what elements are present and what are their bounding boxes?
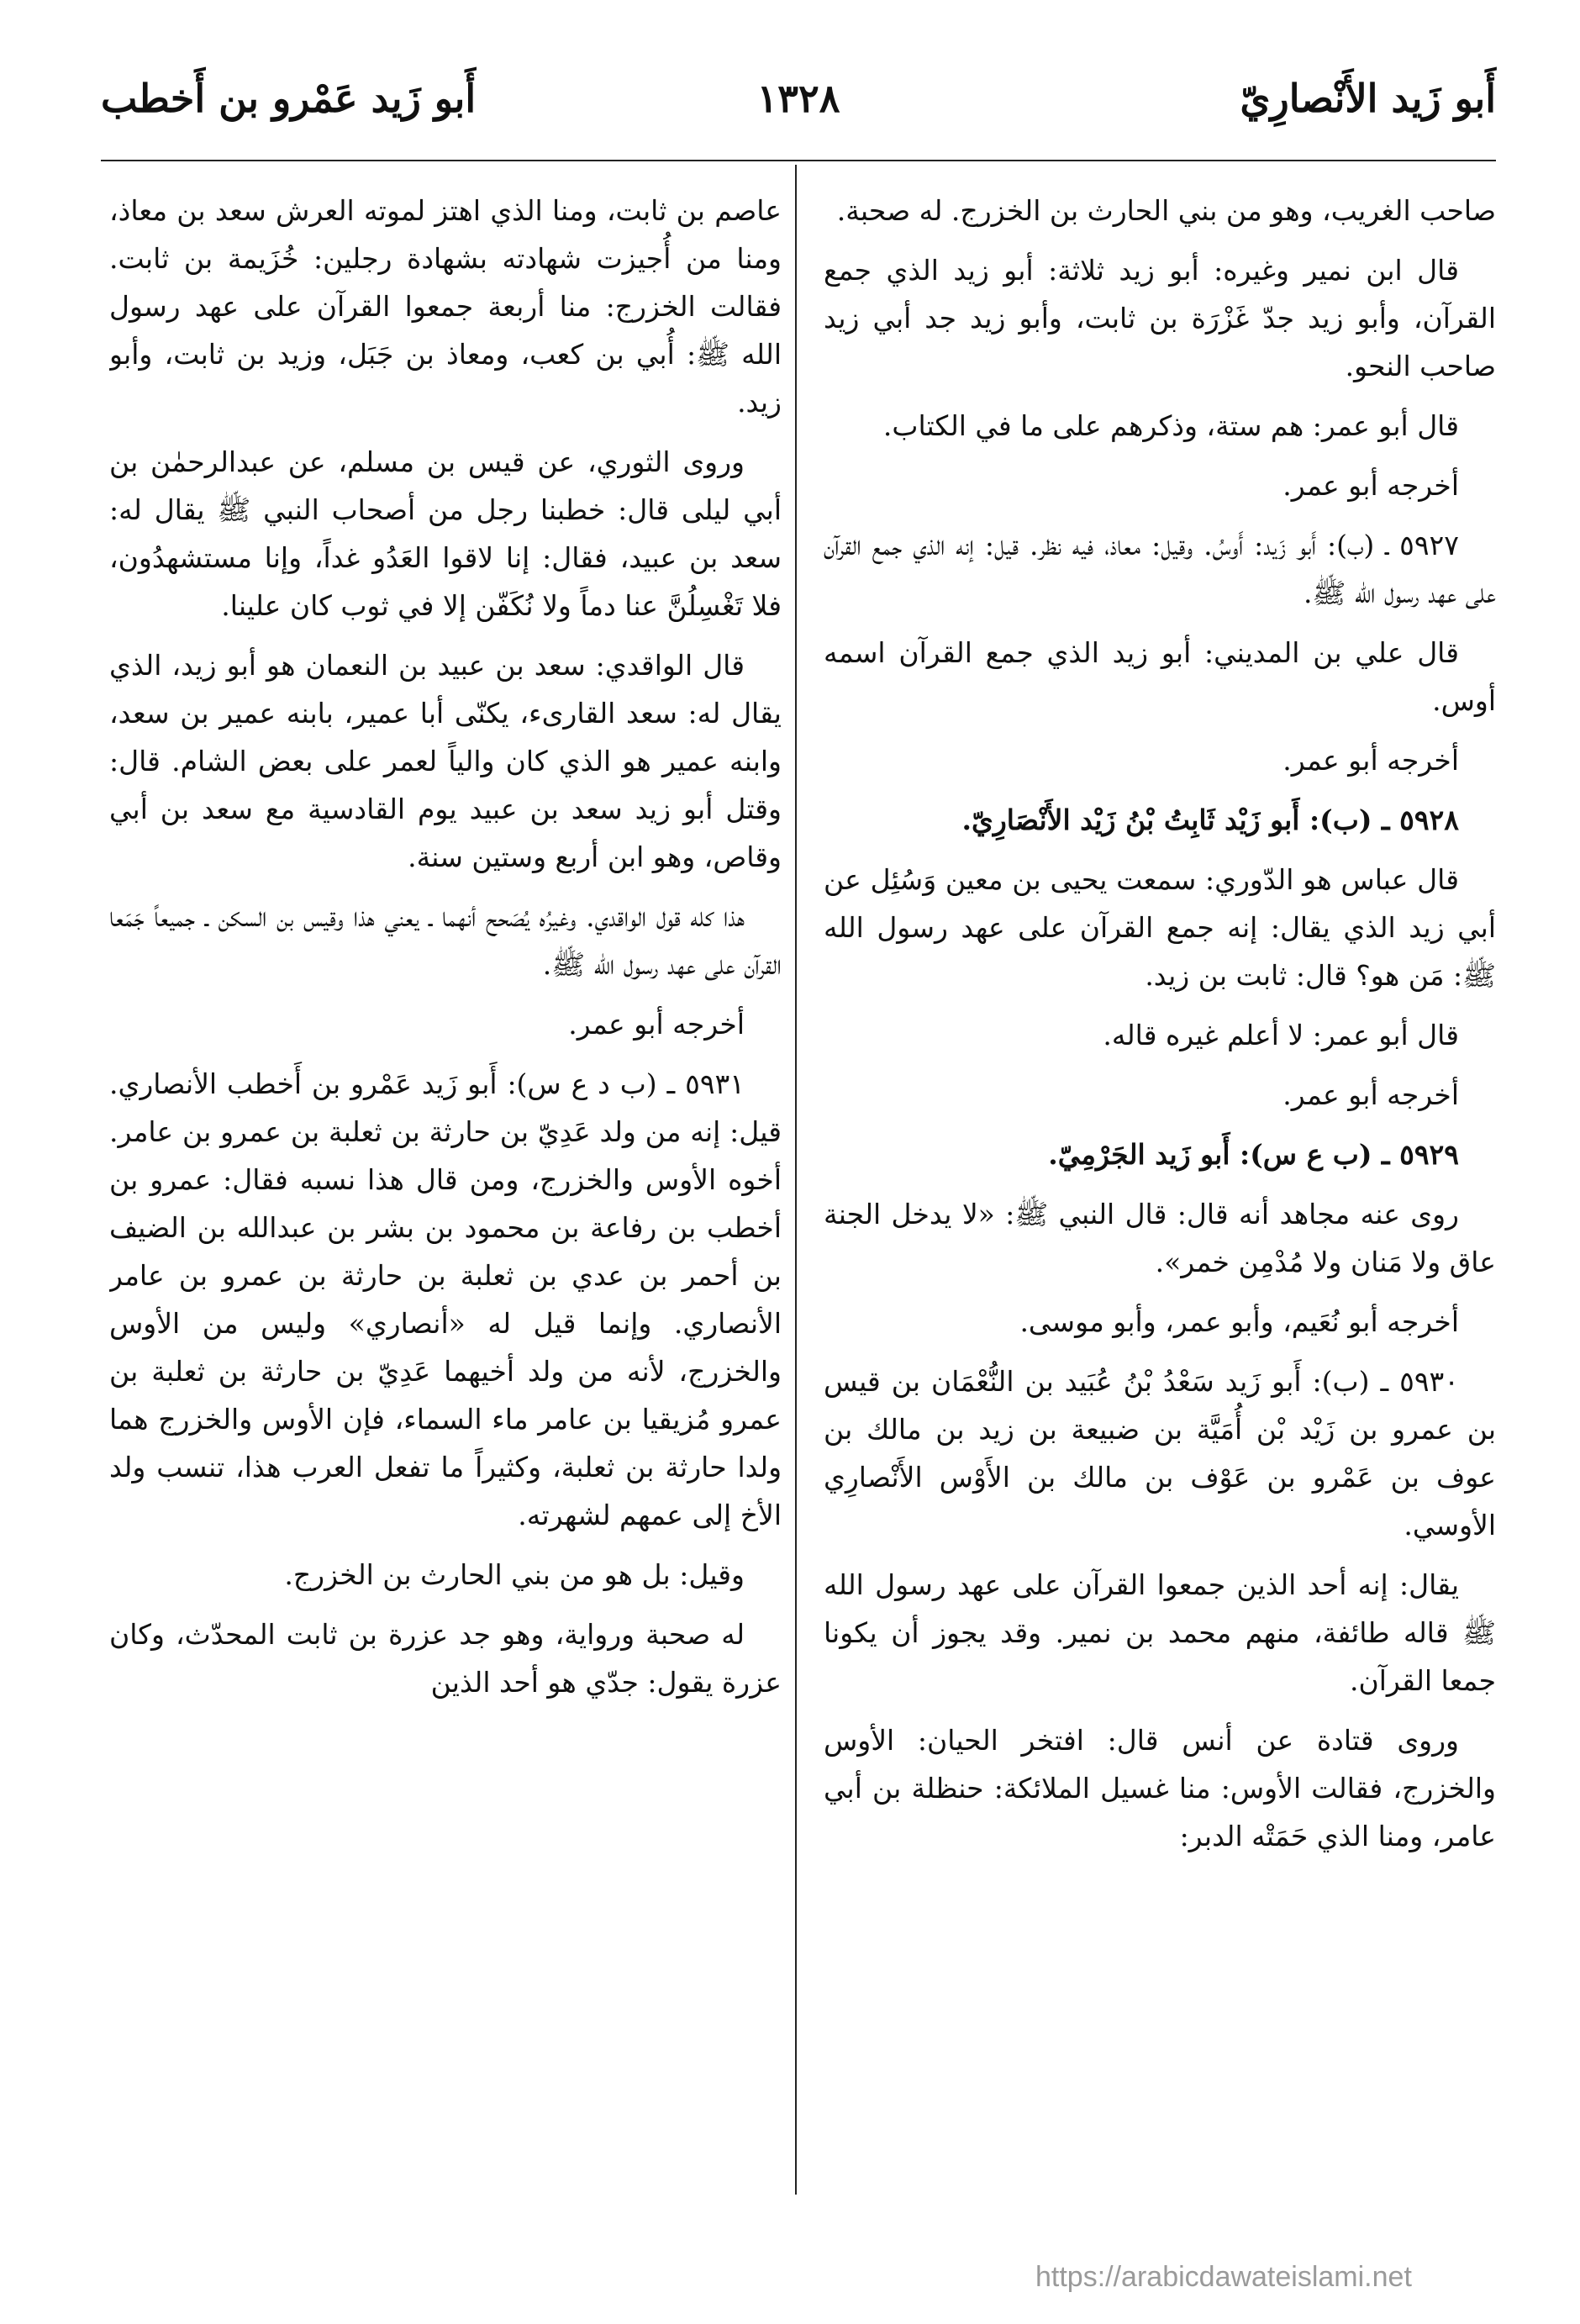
header-rule [101,160,1496,161]
entry-paragraph: ٥٩٣٠ ـ (ب): أَبو زَيد سَعْدُ بْنُ عُبَيد بن النُّعْمَان بن قيس بن عمرو بن زَيْد بْن أُمَيَّة بن ضبيعة بن زيد بن مالك بن عوف بن عَمْرو بن عَوْف بن مالك بن الأَوْس الأَنْصارِي الأوسي. [824,1365,1496,1541]
text-paragraph: قال عباس هو الدّوري: سمعت يحيى بن معين وَسُئِل عن أبي زيد الذي يقال: إنه جمع القرآن على عهد رسول الله ﷺ: مَن هو؟ قال: ثابت بن زيد. [824,863,1496,992]
text-paragraph: عاصم بن ثابت، ومنا الذي اهتز لموته العرش سعد بن معاذ، ومنا من أُجيزت شهادته بشهادة رجلين: خُزَيمة بن ثابت. فقالت الخزرج: منا أربعة جمعوا القرآن على عهد رسول الله ﷺ: أُبي بن كعب، ومعاذ بن جَبَل، وزيد بن ثابت، وأبو زيد. [109,194,782,419]
text-paragraph: وروى الثوري، عن قيس بن مسلم، عن عبدالرحمٰن بن أبي ليلى قال: خطبنا رجل من أصحاب النبي ﷺ يقال له: سعد بن عبيد، فقال: إنا لاقوا العَدُو غداً، وإنا مستشهدُون، فلا تَغْسِلُنَّ عنا دماً ولا نُكَفّن إلا في ثوب كان علينا. [109,445,782,622]
text-paragraph: أخرجه أبو عمر. [1282,1078,1459,1111]
text-paragraph: أخرجه أبو عمر. [1282,469,1459,502]
text-paragraph: أخرجه أبو عمر. [1282,744,1459,777]
column-divider [795,165,797,2195]
text-paragraph: وروى قتادة عن أنس قال: افتخر الحيان: الأوس والخزرج، فقالت الأوس: منا غسيل الملائكة: حنظلة بن أبي عامر، ومنا الذي حَمَتْه الدبر: [824,1724,1496,1852]
text-paragraph: قال أبو عمر: هم ستة، وذكرهم على ما في الكتاب. [882,409,1459,442]
text-paragraph: هذا كله قول الواقدي. وغيرُه يُصَحح أنهما ـ يعني هذا وقيس بن السكن ـ جميعاً جَمَعا القرآن على عهد رسول الله ﷺ. [109,900,782,981]
text-paragraph: له صحبة ورواية، وهو جد عزرة بن ثابت المحدّث، وكان عزرة يقول: جدّي هو أحد الذين [109,1618,782,1699]
text-paragraph: يقال: إنه أحد الذين جمعوا القرآن على عهد رسول الله ﷺ قاله طائفة، منهم محمد بن نمير. وقد يجوز أن يكونا جمعا القرآن. [824,1568,1496,1697]
text-paragraph: قال ابن نمير وغيره: أبو زيد ثلاثة: أبو زيد الذي جمع القرآن، وأبو زيد جدّ غَزْرَة بن ثابت، وأبو زيد جد أبي زيد صاحب النحو. [824,254,1496,382]
running-title-left: أَبو زَيد عَمْرو بن أَخطب [101,76,477,121]
right-text-column [824,187,1496,2204]
text-paragraph: أخرجه أبو نُعَيم، وأبو عمر، وأبو موسى. [1019,1305,1459,1338]
text-paragraph: أخرجه أبو عمر. [568,1008,745,1041]
text-paragraph: وقيل: بل هو من بني الحارث بن الخزرج. [284,1558,745,1591]
running-title-right: أَبو زَيد الأَنْصارِيّ [1240,76,1496,121]
text-paragraph: قال الواقدي: سعد بن عبيد بن النعمان هو أبو زيد، الذي يقال له: سعد القارىء، يكنّى أبا عمير، بابنه عمير بن سعد، وابنه عمير هو الذي كان والياً لعمر على بعض الشام. قال: وقتل أبو زيد سعد بن عبيد يوم القادسية مع سعد بن أبي وقاص، وهو ابن أربع وستين سنة. [109,649,782,873]
watermark-url: https://arabicdawateislami.net [1035,2261,1412,2293]
page-header [101,69,1496,140]
text-paragraph: روى عنه مجاهد أنه قال: قال النبي ﷺ: «لا يدخل الجنة عاق ولا مَنان ولا مُدْمِن خمر». [824,1198,1496,1278]
text-paragraph: صاحب الغريب، وهو من بني الحارث بن الخزرج. له صحبة. [836,194,1496,227]
left-text-column [109,187,782,2204]
entry-paragraph: ٥٩٢٧ ـ (ب): أَبو زَيد: أَوسُ. وقيل: معاذ، فيه نظر. قيل: إنه الذي جمع القرآن على عهد رسول الله ﷺ. [824,529,1496,609]
entry-paragraph: ٥٩٣١ ـ (ب د ع س): أَبو زَيد عَمْرو بن أَخطب الأنصاري. قيل: إنه من ولد عَدِيّ بن حارثة بن ثعلبة بن عمرو بن عامر. أخوه الأوس والخزرج، ومن قال هذا نسبه فقال: عمرو بن أخطب بن رفاعة بن محمود بن بشر بن عبدالله بن الضيف بن أحمر بن عدي بن ثعلبة بن حارثة بن عمرو بن عامر الأنصاري. وإنما قيل له «أنصاري» وليس من الأوس والخزرج، لأنه من ولد أخيهما عَدِيّ بن حارثة بن ثعلبة بن عمرو مُزيقيا بن عامر ماء السماء، فإن الأوس والخزرج هما ولدا حارثة بن ثعلبة، وكثيراً ما تفعل العرب هذا، تنسب ولد الأخ إلى عمهم لشهرته. [109,1067,782,1531]
page-number: ١٣٢٨ [756,76,840,121]
text-paragraph: قال أبو عمر: لا أعلم غيره قاله. [1103,1019,1459,1051]
entry-paragraph: ٥٩٢٨ ـ (ب): أَبو زَيْد ثَابِتُ بْنُ زَيْد الأَنْصَارِيّ. [961,804,1459,836]
entry-paragraph: ٥٩٢٩ ـ (ب ع س): أَبو زَيد الجَرْمِيّ. [1048,1138,1459,1171]
text-paragraph: قال علي بن المديني: أبو زيد الذي جمع القرآن اسمه أوس. [824,636,1496,717]
